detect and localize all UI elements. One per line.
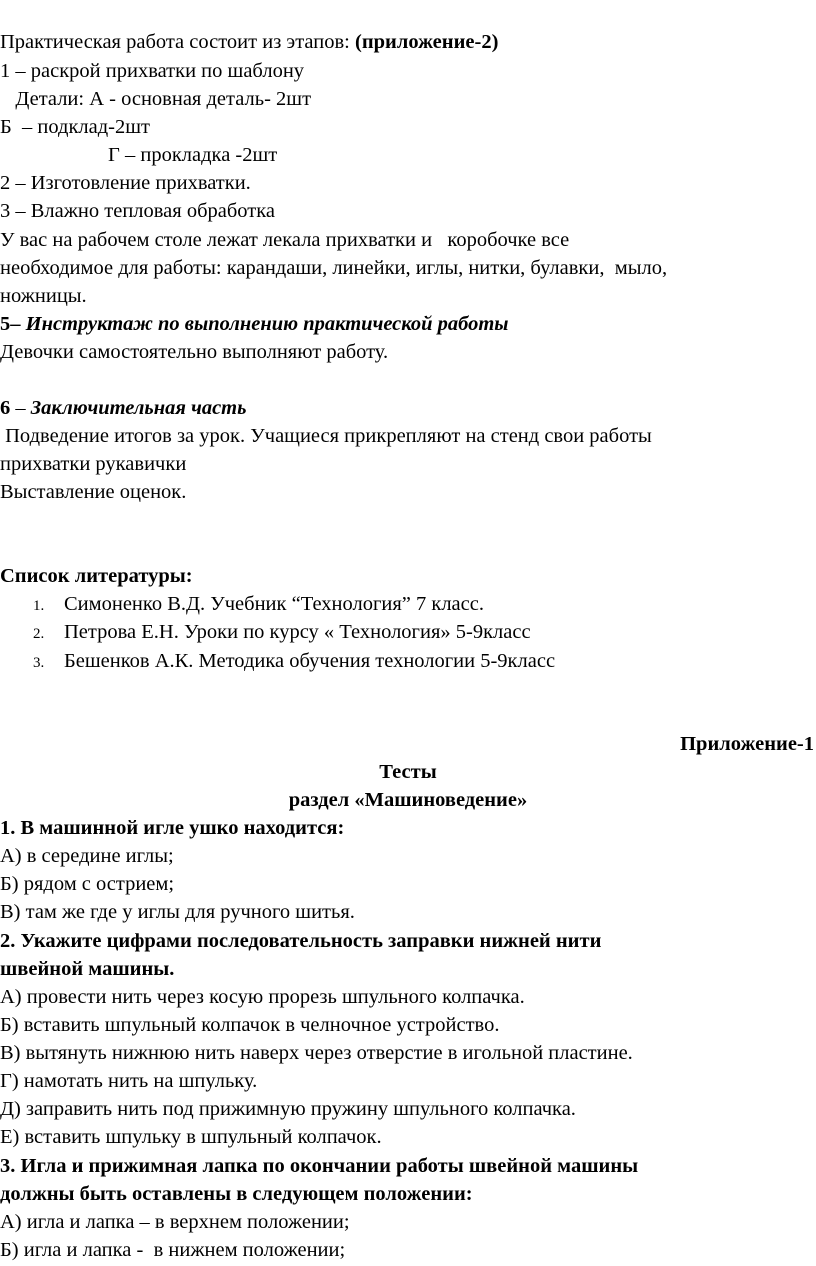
literature-item-text: Бешенков А.К. Методика обучения технологии 5-9класс	[64, 650, 556, 672]
question-3-line-2: должны быть оставлены в следующем положении:	[0, 1183, 473, 1205]
appendix-2-ref: (приложение-2)	[355, 31, 499, 53]
literature-item-text: Петрова Е.Н. Уроки по курсу « Технология» 5-9класс	[64, 621, 531, 643]
answer-option: Е) вставить шпульку в шпульный колпачок.	[0, 1126, 382, 1148]
section-5-heading	[0, 311, 509, 338]
answer-option: Д) заправить нить под прижимную пружину шпульного колпачка.	[0, 1098, 576, 1120]
literature-item-text: Симоненко В.Д. Учебник “Технология” 7 класс.	[64, 593, 484, 615]
literature-item-num: 3.	[33, 655, 45, 671]
literature-item-num: 2.	[33, 626, 45, 642]
section-6-text-3: Выставление оценок.	[0, 481, 187, 503]
tests-subtitle: раздел «Машиноведение»	[288, 789, 528, 811]
section-6-dash: –	[10, 397, 31, 419]
parts-b: Б – подклад-2шт	[0, 116, 150, 138]
section-5-num: 5–	[0, 313, 21, 335]
question-2-line-2: швейной машины.	[0, 958, 175, 980]
answer-option: А) провести нить через косую прорезь шпульного колпачка.	[0, 986, 525, 1008]
stages-intro	[0, 29, 498, 56]
answer-option: Б) игла и лапка - в нижнем положении;	[0, 1239, 346, 1261]
question-1: 1. В машинной игле ушко находится:	[0, 817, 345, 839]
appendix-label: Приложение-1	[680, 733, 814, 755]
section-6-num: 6	[0, 397, 11, 419]
section-6-title: Заключительная часть	[30, 397, 247, 419]
section-5-title: Инструктаж по выполнению практической работы	[20, 313, 509, 335]
section-5-text: Девочки самостоятельно выполняют работу.	[0, 341, 389, 363]
question-2-line-1: 2. Укажите цифрами последовательность заправки нижней нити	[0, 930, 602, 952]
answer-option: А) игла и лапка – в верхнем положении;	[0, 1211, 350, 1233]
stage-1: 1 – раскрой прихватки по шаблону	[0, 60, 305, 82]
section-6-text-1: Подведение итогов за урок. Учащиеся прикрепляют на стенд свои работы	[0, 425, 652, 447]
literature-heading: Список литературы:	[0, 565, 193, 587]
answer-option: Б) вставить шпульный колпачок в челночное устройство.	[0, 1014, 500, 1036]
stage-3: 3 – Влажно тепловая обработка	[0, 200, 275, 222]
parts-g: Г – прокладка -2шт	[108, 144, 278, 166]
answer-option: А) в середине иглы;	[0, 845, 174, 867]
tests-title: Тесты	[379, 761, 437, 783]
desk-line-1: У вас на рабочем столе лежат лекала прихватки и коробочке все	[0, 229, 570, 251]
answer-option: Г) намотать нить на шпульку.	[0, 1070, 258, 1092]
question-3-line-1: 3. Игла и прижимная лапка по окончании работы швейной машины	[0, 1155, 639, 1177]
desk-line-3: ножницы.	[0, 285, 87, 307]
stage-2: 2 – Изготовление прихватки.	[0, 172, 251, 194]
section-6-text-2: прихватки рукавички	[0, 453, 187, 475]
stages-intro-text: Практическая работа состоит из этапов:	[0, 31, 355, 53]
desk-line-2: необходимое для работы: карандаши, линейки, иглы, нитки, булавки, мыло,	[0, 257, 668, 279]
answer-option: В) вытянуть нижнюю нить наверх через отверстие в игольной пластине.	[0, 1042, 633, 1064]
literature-item-num: 1.	[33, 598, 45, 614]
answer-option: В) там же где у иглы для ручного шитья.	[0, 901, 355, 923]
section-6-heading	[0, 395, 247, 422]
answer-option: Б) рядом с острием;	[0, 873, 175, 895]
parts-a: Детали: А - основная деталь- 2шт	[0, 88, 312, 110]
